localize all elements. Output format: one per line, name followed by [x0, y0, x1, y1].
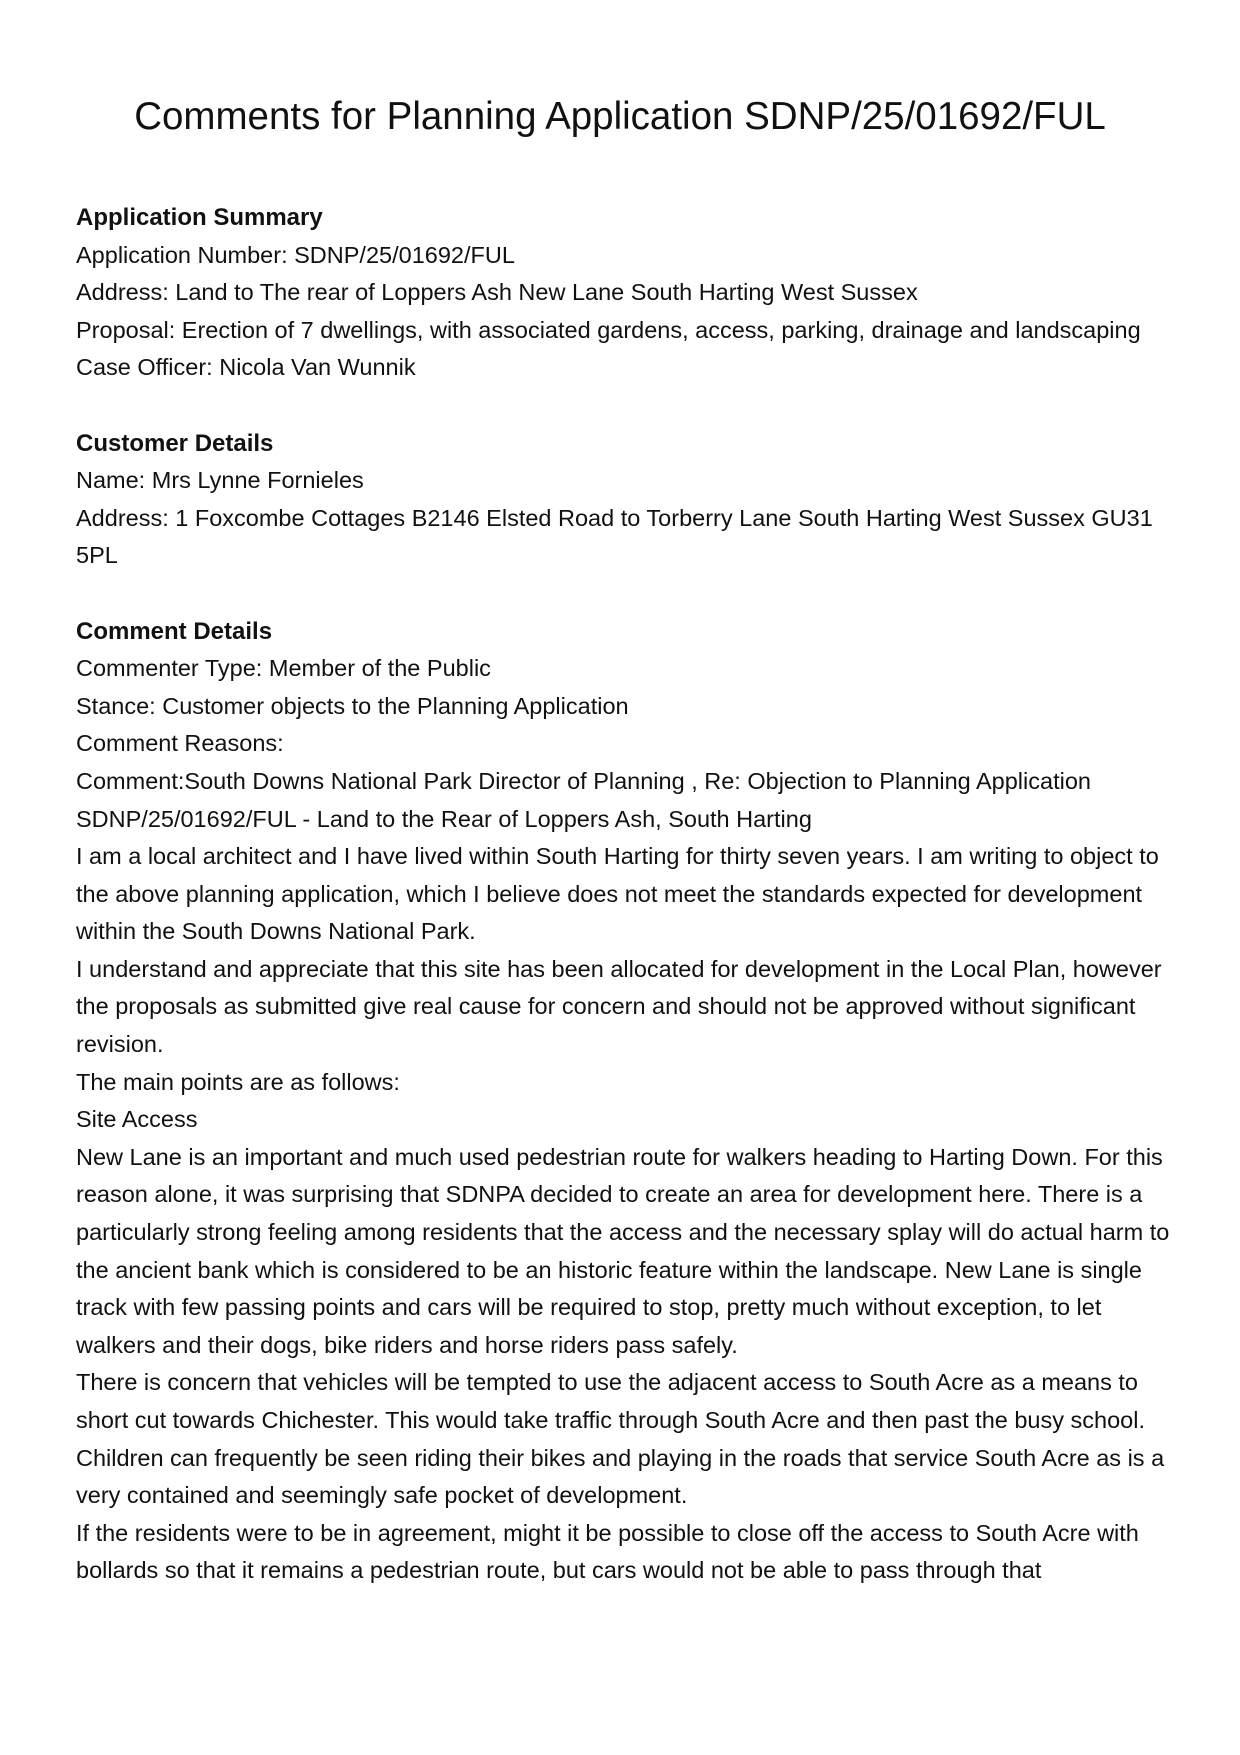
customer-details-section [76, 425, 1176, 575]
page-title: Comments for Planning Application SDNP/25/01692/FUL [134, 95, 1106, 138]
comment-reasons: Comment Reasons: [76, 730, 284, 757]
customer-name: Name: Mrs Lynne Fornieles [76, 467, 364, 494]
application-proposal: Proposal: Erection of 7 dwellings, with associated gardens, access, parking, drainage and landscaping [76, 316, 1141, 343]
comment-subheading: Site Access [76, 1106, 198, 1133]
stance: Stance: Customer objects to the Planning Application [76, 692, 629, 719]
comment-paragraph: The main points are as follows: [76, 1068, 400, 1095]
case-officer: Case Officer: Nicola Van Wunnik [76, 354, 416, 381]
application-address: Address: Land to The rear of Loppers Ash New Lane South Harting West Sussex [76, 279, 918, 306]
comment-paragraph: I understand and appreciate that this site has been allocated for development in the Local Plan, however the proposals as submitted give real cause for concern and should not be approved without significant revision. [76, 955, 1162, 1058]
document-body [76, 199, 1176, 1590]
comment-paragraph: I am a local architect and I have lived within South Harting for thirty seven years. I am writing to object to the above planning application, which I believe does not meet the standards expected for development within the South Downs National Park. [76, 843, 1159, 945]
customer-address: Address: 1 Foxcombe Cottages B2146 Elsted Road to Torberry Lane South Harting West Sussex GU31 5PL [76, 504, 1153, 569]
comment-paragraph: There is concern that vehicles will be tempted to use the adjacent access to South Acre as a means to short cut towards Chichester. This would take traffic through South Acre and then past the busy school. Children can frequently be seen riding their bikes and playing in the roads that service South Acre as is a very contained and seemingly safe pocket of development. [76, 1369, 1165, 1509]
comment-details-heading: Comment Details [76, 617, 273, 645]
customer-details-heading: Customer Details [76, 429, 274, 457]
comment-paragraph: Comment:South Downs National Park Director of Planning , Re: Objection to Planning Application SDNP/25/01692/FUL - Land to the Rear of Loppers Ash, South Harting [76, 767, 1091, 832]
comment-paragraph: If the residents were to be in agreement, might it be possible to close off the access to South Acre with bollards so that it remains a pedestrian route, but cars would not be able to pass through that [76, 1519, 1139, 1584]
application-summary-section [76, 199, 1176, 387]
comment-details-section [76, 613, 1176, 1590]
commenter-type: Commenter Type: Member of the Public [76, 655, 491, 682]
application-number: Application Number: SDNP/25/01692/FUL [76, 241, 515, 268]
comment-paragraph: New Lane is an important and much used pedestrian route for walkers heading to Harting Down. For this reason alone, it was surprising that SDNPA decided to create an area for development here. There is a particularly strong feeling among residents that the access and the necessary splay will do actual harm to the ancient bank which is considered to be an historic feature within the landscape. New Lane is single track with few passing points and cars will be required to stop, pretty much without exception, to let walkers and their dogs, bike riders and horse riders pass safely. [76, 1143, 1170, 1358]
application-summary-heading: Application Summary [76, 204, 323, 231]
